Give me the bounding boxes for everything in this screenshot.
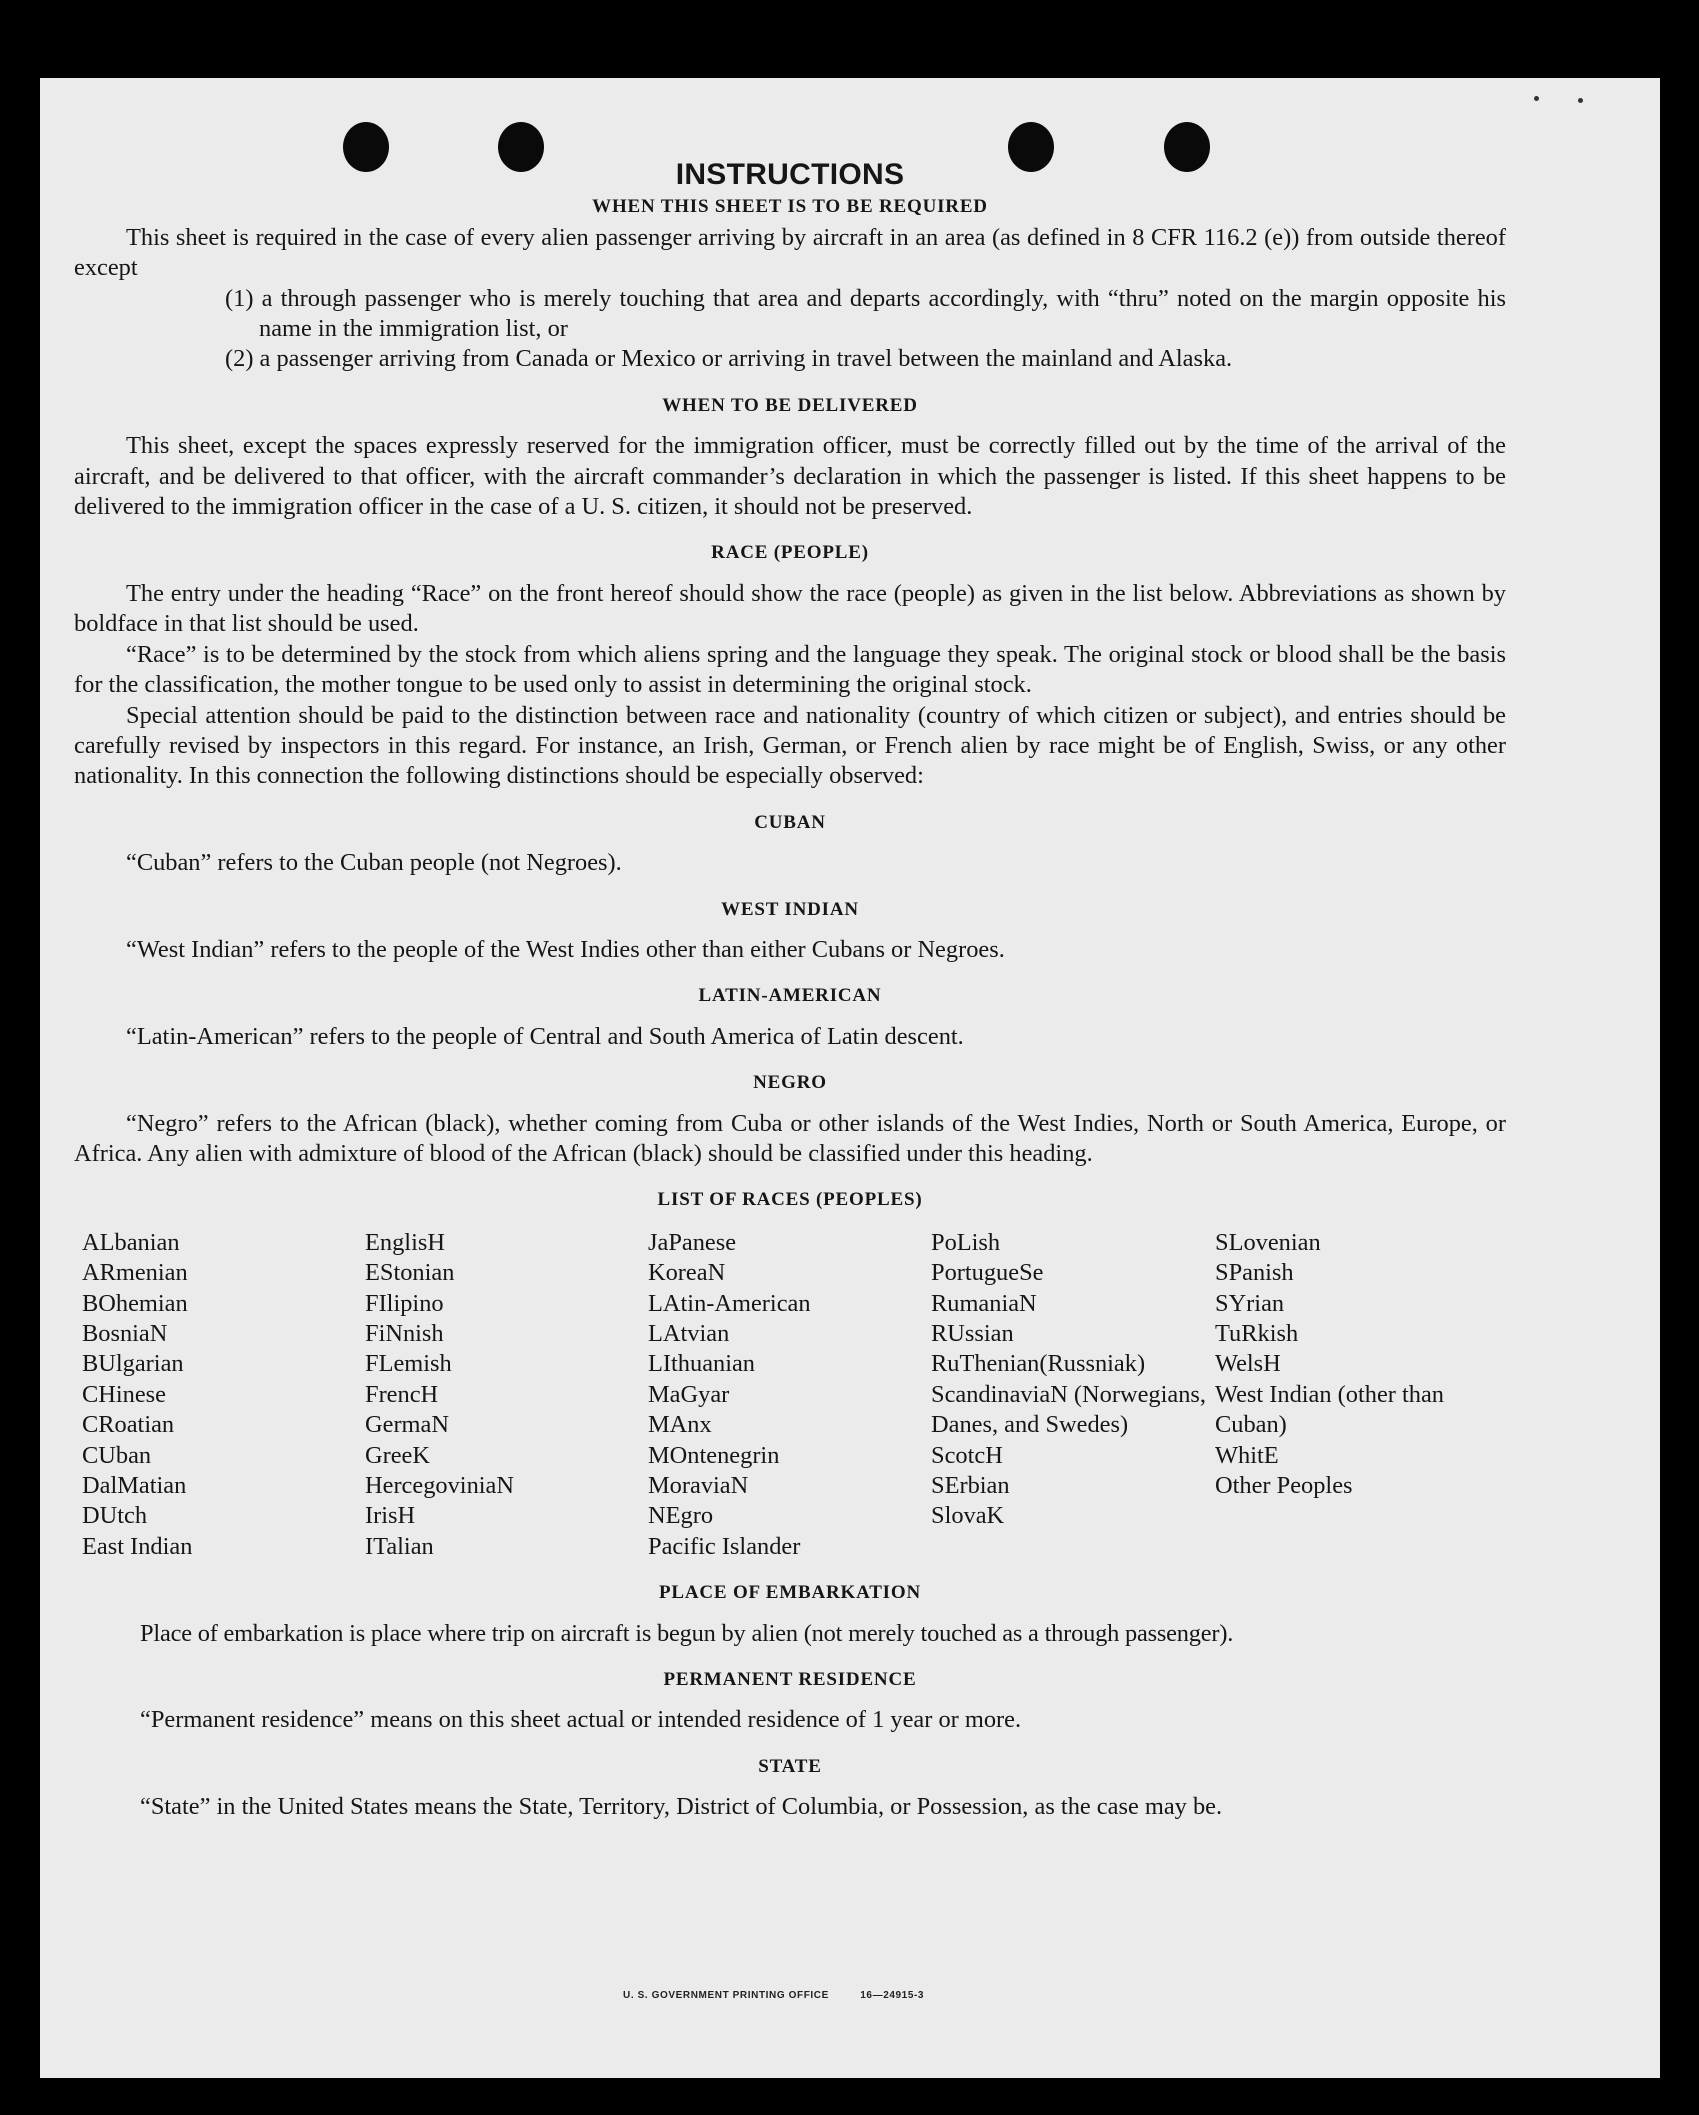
- section-heading: WHEN THIS SHEET IS TO BE REQUIRED: [592, 196, 988, 218]
- race-item: MoraviaN: [648, 1472, 749, 1500]
- paragraph: “West Indian” refers to the people of the West Indies other than either Cubans or Negroes.: [126, 935, 1005, 963]
- race-item: MaGyar: [648, 1380, 730, 1408]
- section-heading: LATIN-AMERICAN: [698, 985, 882, 1007]
- race-item: RuThenian(Russniak): [931, 1350, 1146, 1378]
- section-heading: PERMANENT RESIDENCE: [663, 1669, 917, 1691]
- paragraph: “Cuban” refers to the Cuban people (not Negroes).: [126, 849, 622, 877]
- race-item: WelsH: [1215, 1350, 1281, 1378]
- race-item: CHinese: [82, 1380, 166, 1408]
- race-item: EnglisH: [365, 1228, 445, 1256]
- printer-name: U. S. GOVERNMENT PRINTING OFFICE: [623, 1990, 829, 2001]
- race-item: LAtvian: [648, 1320, 730, 1347]
- race-item: SLovenian: [1215, 1228, 1321, 1256]
- race-item: KoreaN: [648, 1259, 726, 1287]
- section-heading: CUBAN: [754, 811, 826, 833]
- paragraph: “Latin-American” refers to the people of Central and South America of Latin descent.: [126, 1022, 964, 1050]
- race-item: West Indian (other than Cuban): [1215, 1380, 1444, 1439]
- paragraph: “Race” is to be determined by the stock from which aliens spring and the language they speak. The original stock or blood shall be the basis for the classification, the mother tongue to be used only to assist in determining the original stock.: [74, 640, 1506, 699]
- paragraph: “State” in the United States means the State, Territory, District of Columbia, or Possession, as the case may be.: [140, 1793, 1223, 1821]
- race-item: FrencH: [365, 1380, 439, 1408]
- paragraph: This sheet, except the spaces expressly reserved for the immigration officer, must be correctly filled out by the time of the arrival of the aircraft, and be delivered to that officer, with the aircraft commander’s declaration in which the passenger is listed. If this sheet happens to be delivered to the immigration officer in the case of a U. S. citizen, it should not be preserved.: [74, 432, 1506, 521]
- race-item: Other Peoples: [1215, 1472, 1353, 1500]
- section-heading: WHEN TO BE DELIVERED: [662, 394, 918, 416]
- paragraph: Place of embarkation is place where trip on aircraft is begun by alien (not merely touched as a through passenger).: [140, 1619, 1234, 1647]
- instructions-content: [74, 160, 1506, 1823]
- race-column: [648, 1228, 931, 1562]
- section-heading: LIST OF RACES (PEOPLES): [657, 1189, 923, 1211]
- race-item: ITalian: [365, 1532, 434, 1560]
- printer-footer: [623, 1990, 952, 2001]
- race-item: BosniaN: [82, 1320, 168, 1347]
- race-item: GermaN: [365, 1411, 449, 1439]
- section-heading: RACE (PEOPLE): [711, 542, 869, 564]
- race-item: East Indian: [82, 1532, 193, 1560]
- section-heading: WEST INDIAN: [721, 898, 859, 920]
- form-code: 16—24915-3: [860, 1990, 925, 2001]
- paragraph: This sheet is required in the case of every alien passenger arriving by aircraft in an area (as defined in 8 CFR 116.2 (e)) from outside thereof except: [74, 223, 1506, 282]
- race-item: GreeK: [365, 1441, 431, 1469]
- ink-speck: [1534, 96, 1539, 101]
- paragraph: “Permanent residence” means on this sheet actual or intended residence of 1 year or more.: [140, 1706, 1022, 1734]
- race-item: CRoatian: [82, 1411, 175, 1439]
- race-column: [1215, 1228, 1515, 1562]
- paragraph: The entry under the heading “Race” on the front hereof should show the race (people) as given in the list below. Abbreviations as shown by boldface in that list should be used.: [74, 579, 1506, 638]
- race-item: LIthuanian: [648, 1350, 756, 1378]
- race-item: ALbanian: [82, 1228, 180, 1256]
- race-item: MOntenegrin: [648, 1441, 780, 1469]
- race-item: SPanish: [1215, 1259, 1294, 1287]
- race-item: SlovaK: [931, 1502, 1005, 1530]
- section-heading: STATE: [758, 1755, 822, 1777]
- page-title: INSTRUCTIONS: [675, 158, 905, 191]
- race-column: [931, 1228, 1215, 1562]
- race-item: ARmenian: [82, 1259, 188, 1287]
- race-item: EStonian: [365, 1259, 455, 1287]
- race-column: [82, 1228, 365, 1562]
- race-item: MAnx: [648, 1411, 712, 1439]
- race-item: TuRkish: [1215, 1320, 1299, 1347]
- list-item: (1) a through passenger who is merely touching that area and departs accordingly, with “thru” noted on the margin opposite his name in the immigration list, or: [225, 284, 1506, 343]
- race-item: FIlipino: [365, 1289, 444, 1317]
- paragraph: “Negro” refers to the African (black), whether coming from Cuba or other islands of the West Indies, North or South America, Europe, or Africa. Any alien with admixture of blood of the African (black) should be classified under this heading.: [74, 1109, 1506, 1167]
- race-item: IrisH: [365, 1502, 416, 1530]
- document-sheet: [40, 78, 1660, 2078]
- race-item: BOhemian: [82, 1289, 188, 1317]
- list-item: (2) a passenger arriving from Canada or Mexico or arriving in travel between the mainland and Alaska.: [225, 345, 1233, 373]
- race-item: ScotcH: [931, 1441, 1003, 1469]
- race-item: WhitE: [1215, 1441, 1279, 1469]
- race-item: SYrian: [1215, 1289, 1285, 1317]
- race-item: NEgro: [648, 1502, 714, 1530]
- race-item: PortugueSe: [931, 1259, 1044, 1287]
- race-item: LAtin-American: [648, 1289, 811, 1317]
- race-item: BUlgarian: [82, 1350, 184, 1378]
- race-item: CUban: [82, 1441, 152, 1469]
- paragraph: Special attention should be paid to the distinction between race and nationality (country of which citizen or subject), and entries should be carefully revised by inspectors in this regard. For instance, an Irish, German, or French alien by race might be of English, Swiss, or any other nationality. In this connection the following distinctions should be especially observed:: [74, 701, 1506, 790]
- race-item: DUtch: [82, 1502, 148, 1530]
- race-item: RUssian: [931, 1320, 1014, 1347]
- race-column: [365, 1228, 648, 1562]
- race-item: ScandinaviaN (Norwegians, Danes, and Swedes): [931, 1380, 1206, 1439]
- race-item: Pacific Islander: [648, 1532, 801, 1560]
- race-item: JaPanese: [648, 1228, 737, 1256]
- race-list: [82, 1228, 1515, 1562]
- section-heading: NEGRO: [753, 1072, 827, 1094]
- race-item: PoLish: [931, 1228, 1001, 1256]
- ink-speck: [1578, 98, 1583, 103]
- race-item: SErbian: [931, 1472, 1010, 1500]
- race-item: FLemish: [365, 1350, 452, 1378]
- race-item: DalMatian: [82, 1472, 187, 1500]
- race-item: RumaniaN: [931, 1289, 1037, 1317]
- race-item: HercegoviniaN: [365, 1472, 514, 1500]
- race-item: FiNnish: [365, 1320, 444, 1347]
- section-heading: PLACE OF EMBARKATION: [659, 1582, 921, 1604]
